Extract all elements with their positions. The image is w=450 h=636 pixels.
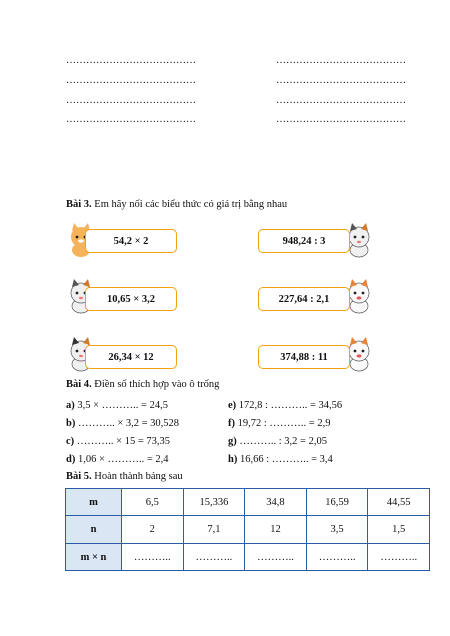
table-head-cell: m [66,489,122,516]
expression-box-left[interactable]: 26,34 × 12 [85,345,177,369]
expression-box-left[interactable]: 54,2 × 2 [85,229,177,253]
table-row [66,544,430,571]
table-cell: 15,336 [183,489,245,516]
answer-line: ………………………………… [276,75,406,86]
bai4-item-f: f) 19,72 : ……….. = 2,9 [228,418,331,429]
answer-line: ………………………………… [66,55,196,66]
table-cell: 3,5 [306,516,368,544]
expression-box-right[interactable]: 948,24 : 3 [258,229,350,253]
table-cell: 34,8 [245,489,307,516]
bai3-title [66,199,287,210]
bai4-text: Điền số thích hợp vào ô trống [91,379,220,390]
table-row [66,516,430,544]
bai3-text: Em hãy nối các biểu thức có giá trị bằng nhau [91,199,288,210]
bai4-title [66,379,219,390]
bai5-label: Bài 5. [66,471,92,482]
table-head-cell: m × n [66,544,122,571]
table-cell[interactable]: ……….. [306,544,368,571]
bai5-table [65,488,430,571]
table-head-cell: n [66,516,122,544]
bai4-item-c: c) ……….. × 15 = 73,35 [66,436,171,447]
bai4-item-e: e) 172,8 : ……….. = 34,56 [228,400,343,411]
table-cell[interactable]: ……….. [183,544,245,571]
answer-line: ………………………………… [66,75,196,86]
bai3-label: Bài 3. [66,199,92,210]
bai4-item-h: h) 16,66 : ……….. = 3,4 [228,454,333,465]
table-row [66,489,430,516]
answer-line: ………………………………… [276,55,406,66]
bai4-item-g: g) ……….. : 3,2 = 2,05 [228,436,327,447]
table-cell: 12 [245,516,307,544]
table-cell: 6,5 [122,489,184,516]
table-cell: 44,55 [368,489,430,516]
bai4-item-b: b) ……….. × 3,2 = 30,528 [66,418,180,429]
expression-box-left[interactable]: 10,65 × 3,2 [85,287,177,311]
table-cell: 1,5 [368,516,430,544]
table-cell: 16,59 [306,489,368,516]
table-cell[interactable]: ……….. [368,544,430,571]
expression-box-right[interactable]: 374,88 : 11 [258,345,350,369]
answer-line: ………………………………… [66,114,196,125]
expression-box-right[interactable]: 227,64 : 2,1 [258,287,350,311]
table-cell[interactable]: ……….. [245,544,307,571]
table-cell: 2 [122,516,184,544]
answer-line: ………………………………… [276,95,406,106]
bai4-item-d: d) 1,06 × ……….. = 2,4 [66,454,169,465]
bai4-label: Bài 4. [66,379,92,390]
bai5-text: Hoàn thành bảng sau [91,471,183,482]
bai5-title [66,471,183,482]
table-cell[interactable]: ……….. [122,544,184,571]
table-cell: 7,1 [183,516,245,544]
answer-line: ………………………………… [66,95,196,106]
bai4-item-a: a) 3,5 × ……….. = 24,5 [66,400,168,411]
answer-line: ………………………………… [276,114,406,125]
